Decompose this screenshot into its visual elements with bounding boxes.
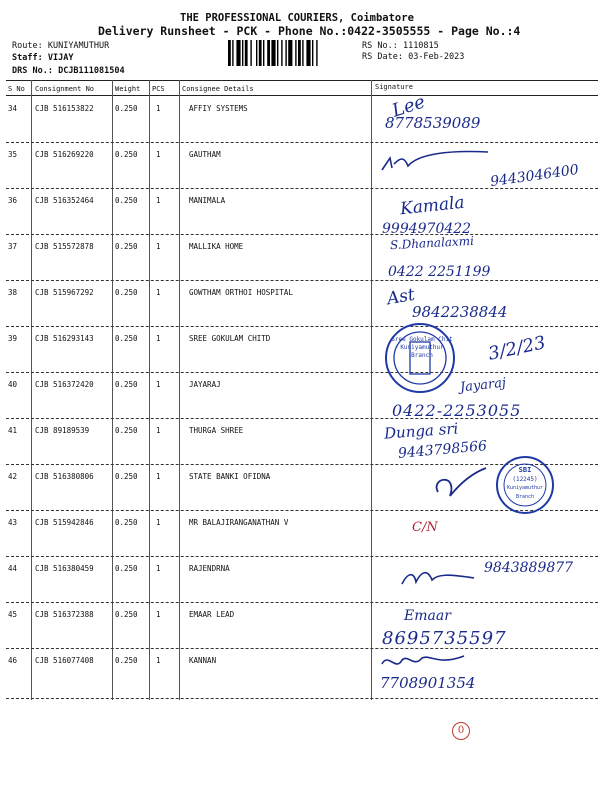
row-sno: 45 bbox=[8, 610, 18, 619]
row-divider bbox=[6, 188, 598, 189]
company-title: THE PROFESSIONAL COURIERS, Coimbatore bbox=[180, 12, 414, 24]
row-consignee: GAUTHAM bbox=[189, 150, 221, 159]
row-weight: 0.250 bbox=[115, 610, 138, 619]
col-divider bbox=[112, 80, 113, 700]
staff-line bbox=[12, 53, 73, 63]
row-consignee: AFFIY SYSTEMS bbox=[189, 104, 248, 113]
rs-no-line bbox=[362, 41, 439, 51]
handwritten-signature-scribble bbox=[378, 650, 468, 674]
barcode-bar bbox=[298, 40, 301, 66]
row-sno: 35 bbox=[8, 150, 18, 159]
barcode-bar bbox=[267, 40, 270, 66]
row-weight: 0.250 bbox=[115, 334, 138, 343]
row-consignee: THURGA SHREE bbox=[189, 426, 244, 435]
route-label: Route: bbox=[12, 41, 43, 51]
col-consignment: Consignment No bbox=[35, 85, 95, 93]
row-consignment: CJB 516352464 bbox=[35, 196, 94, 205]
barcode-bar bbox=[263, 40, 264, 66]
row-pcs: 1 bbox=[156, 288, 161, 297]
row-pcs: 1 bbox=[156, 196, 161, 205]
row-consignment: CJB 516372420 bbox=[35, 380, 94, 389]
row-consignment: CJB 89189539 bbox=[35, 426, 90, 435]
barcode-bar bbox=[312, 40, 313, 66]
row-consignee: MR BALAJIRANGANATHAN V bbox=[189, 518, 289, 527]
barcode-bar bbox=[306, 40, 310, 66]
stamp-line: (12245) bbox=[512, 476, 538, 483]
sbi-seal-text bbox=[500, 466, 550, 502]
row-pcs: 1 bbox=[156, 656, 161, 665]
handwritten-phone: 9842238844 bbox=[412, 303, 508, 321]
header-bottom-rule bbox=[6, 95, 598, 96]
row-sno: 36 bbox=[8, 196, 18, 205]
route-line bbox=[12, 41, 109, 51]
rs-no-label: RS No.: bbox=[362, 41, 398, 51]
drs-line bbox=[12, 66, 125, 76]
stamp-text bbox=[384, 336, 460, 360]
row-sno: 46 bbox=[8, 656, 18, 665]
handwritten-note: C/N bbox=[412, 520, 438, 535]
row-consignment: CJB 516153822 bbox=[35, 104, 94, 113]
rs-date-label: RS Date: bbox=[362, 52, 403, 62]
row-weight: 0.250 bbox=[115, 288, 138, 297]
barcode-bar bbox=[288, 40, 292, 66]
row-consignee: STATE BANKI OFIDNA bbox=[189, 472, 271, 481]
row-divider bbox=[6, 326, 598, 327]
row-consignment: CJB 515572878 bbox=[35, 242, 94, 251]
row-sno: 39 bbox=[8, 334, 18, 343]
row-pcs: 1 bbox=[156, 334, 161, 343]
barcode-bar bbox=[271, 40, 275, 66]
col-weight: Weight bbox=[115, 85, 141, 93]
row-weight: 0.250 bbox=[115, 242, 138, 251]
row-consignment: CJB 516293143 bbox=[35, 334, 94, 343]
row-consignment: CJB 515942846 bbox=[35, 518, 94, 527]
row-divider bbox=[6, 234, 598, 235]
handwritten-phone: 9443798566 bbox=[397, 438, 488, 462]
route-value: KUNIYAMUTHUR bbox=[47, 41, 110, 51]
barcode bbox=[228, 40, 354, 66]
handwritten-date: 3/2/23 bbox=[486, 332, 548, 365]
page-mark: 0 bbox=[452, 722, 470, 740]
row-divider bbox=[6, 556, 598, 557]
row-consignment: CJB 516269220 bbox=[35, 150, 94, 159]
staff-label: Staff: bbox=[12, 53, 43, 63]
col-pcs: PCS bbox=[152, 85, 165, 93]
barcode-bar bbox=[250, 40, 251, 66]
row-consignee: RAJENDRNA bbox=[189, 564, 230, 573]
barcode-bar bbox=[232, 40, 233, 66]
stamp-line: Kuniyamuthur Branch bbox=[506, 485, 544, 500]
stamp-line: Sree Gokulam Chit bbox=[391, 336, 453, 343]
barcode-bar bbox=[316, 40, 317, 66]
drs-label: DRS No.: bbox=[12, 66, 53, 76]
row-consignee: MALLIKA HOME bbox=[189, 242, 244, 251]
row-consignment: CJB 516380806 bbox=[35, 472, 94, 481]
barcode-bar bbox=[277, 40, 278, 66]
handwritten-signature-scribble bbox=[398, 566, 478, 590]
barcode-bar bbox=[281, 40, 282, 66]
handwritten-phone: 9994970422 bbox=[382, 221, 472, 237]
col-sno: S No bbox=[8, 85, 25, 93]
col-divider bbox=[31, 80, 32, 700]
handwritten-phone: 8695735597 bbox=[382, 628, 507, 649]
row-consignment: CJB 516380459 bbox=[35, 564, 94, 573]
handwritten-name: S.Dhanalaxmi bbox=[389, 233, 475, 253]
row-weight: 0.250 bbox=[115, 104, 138, 113]
row-pcs: 1 bbox=[156, 242, 161, 251]
row-consignee: MANIMALA bbox=[189, 196, 226, 205]
barcode-bar bbox=[228, 40, 231, 66]
row-consignee: KANNAN bbox=[189, 656, 217, 665]
row-weight: 0.250 bbox=[115, 380, 138, 389]
runsheet-title: Delivery Runsheet - PCK - Phone No.:0422-3505555 - Page No.:4 bbox=[98, 24, 521, 38]
row-sno: 42 bbox=[8, 472, 18, 481]
row-pcs: 1 bbox=[156, 610, 161, 619]
row-sno: 41 bbox=[8, 426, 18, 435]
handwritten-name: Emaar bbox=[404, 608, 451, 624]
row-weight: 0.250 bbox=[115, 656, 138, 665]
stamp-line: SBI bbox=[518, 466, 532, 474]
row-divider bbox=[6, 142, 598, 143]
row-sno: 44 bbox=[8, 564, 18, 573]
barcode-bar bbox=[242, 40, 243, 66]
row-pcs: 1 bbox=[156, 518, 161, 527]
handwritten-phone: 8778539089 bbox=[385, 114, 481, 132]
row-consignee: EMAAR LEAD bbox=[189, 610, 235, 619]
handwritten-signature-scribble bbox=[430, 462, 490, 508]
row-sno: 43 bbox=[8, 518, 18, 527]
handwritten-signature: Lee bbox=[389, 91, 428, 122]
handwritten-phone: 7708901354 bbox=[380, 674, 476, 692]
row-consignee: SREE GOKULAM CHITD bbox=[189, 334, 271, 343]
drs-value: DCJB111081504 bbox=[58, 66, 125, 76]
row-pcs: 1 bbox=[156, 150, 161, 159]
row-consignment: CJB 516077408 bbox=[35, 656, 94, 665]
handwritten-name: Dunga sri bbox=[383, 419, 459, 443]
row-divider bbox=[6, 280, 598, 281]
row-weight: 0.250 bbox=[115, 150, 138, 159]
rs-date-value: 03-Feb-2023 bbox=[408, 52, 465, 62]
handwritten-name: Jayaraj bbox=[459, 375, 507, 396]
rs-no-value: 1110815 bbox=[402, 41, 439, 51]
row-sno: 34 bbox=[8, 104, 18, 113]
col-signature: Signature bbox=[375, 83, 413, 91]
row-sno: 38 bbox=[8, 288, 18, 297]
handwritten-phone: 0422 2251199 bbox=[388, 264, 491, 280]
row-pcs: 1 bbox=[156, 472, 161, 481]
row-weight: 0.250 bbox=[115, 196, 138, 205]
handwritten-phone: 9843889877 bbox=[484, 560, 574, 576]
col-divider bbox=[179, 80, 180, 700]
stamp-line: Kuniyamuthur bbox=[400, 344, 444, 351]
barcode-bar bbox=[285, 40, 286, 66]
row-pcs: 1 bbox=[156, 380, 161, 389]
row-pcs: 1 bbox=[156, 564, 161, 573]
row-weight: 0.250 bbox=[115, 518, 138, 527]
header-top-rule bbox=[6, 80, 598, 81]
row-divider bbox=[6, 698, 598, 699]
handwritten-phone: 9443046400 bbox=[489, 161, 580, 191]
row-divider bbox=[6, 648, 598, 649]
col-divider bbox=[149, 80, 150, 700]
barcode-bar bbox=[302, 40, 303, 66]
rs-date-line bbox=[362, 52, 464, 62]
barcode-bar bbox=[259, 40, 262, 66]
row-consignee: GOWTHAM ORTHOI HOSPITAL bbox=[189, 288, 293, 297]
row-consignment: CJB 515967292 bbox=[35, 288, 94, 297]
barcode-bar bbox=[295, 40, 296, 66]
row-pcs: 1 bbox=[156, 426, 161, 435]
col-consignee: Consignee Details bbox=[182, 85, 254, 93]
barcode-bar bbox=[236, 40, 240, 66]
handwritten-signature: Ast bbox=[385, 284, 417, 310]
staff-value: VIJAY bbox=[47, 53, 74, 63]
row-divider bbox=[6, 372, 598, 373]
row-sno: 37 bbox=[8, 242, 18, 251]
row-weight: 0.250 bbox=[115, 564, 138, 573]
row-consignment: CJB 516372388 bbox=[35, 610, 94, 619]
barcode-bar bbox=[256, 40, 257, 66]
row-pcs: 1 bbox=[156, 104, 161, 113]
handwritten-phone: 0422-2253055 bbox=[392, 401, 522, 420]
barcode-bar bbox=[245, 40, 248, 66]
stamp-line: Branch bbox=[411, 352, 433, 359]
handwritten-name: Kamala bbox=[399, 192, 466, 220]
row-sno: 40 bbox=[8, 380, 18, 389]
row-weight: 0.250 bbox=[115, 472, 138, 481]
row-weight: 0.250 bbox=[115, 426, 138, 435]
row-consignee: JAYARAJ bbox=[189, 380, 221, 389]
row-divider bbox=[6, 602, 598, 603]
